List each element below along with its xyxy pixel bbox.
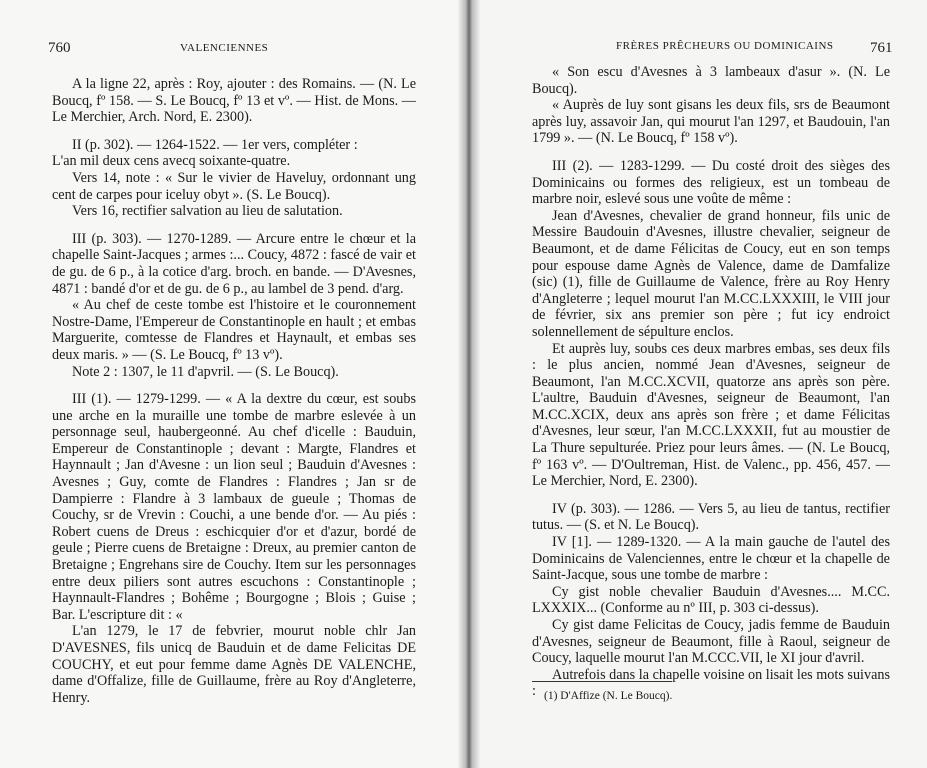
paragraph: « Au chef de ceste tombe est l'histoire et le couronnement Nostre-Dame, l'Empereur de Constantinople en hault ; et embas Marguerite, comtesse de Flandres et Haynault, et embas ses deux maris. » — (S. Le Boucq, fº 13 vº). [52,297,416,363]
book-gutter [458,0,480,768]
footnote-rule [532,681,672,682]
paragraph: Autrefois dans la chapelle voisine on lisait les mots suivans : [532,666,890,700]
paragraph: Vers 16, rectifier salvation au lieu de salutation. [72,203,343,220]
paragraph: III (2). — 1283-1299. — Du costé droit des sièges des Dominicains ou formes des religieux, est un tombeau de marbre noir, eslevé sous une voûte de même : [532,157,890,208]
right-page [466,0,927,768]
paragraph: A la ligne 22, après : Roy, ajouter : des Romains. — (N. Le Boucq, fº 158. — S. Le Boucq, fº 13 et vº. — Hist. de Mons. — Le Merchier, Arch. Nord, E. 2300). [52,76,416,126]
paragraph: L'an mil deux cens avecq soixante-quatre. [52,153,291,170]
paragraph: Cy gist noble chevalier Bauduin d'Avesnes.... M.CC. LXXXIX... (Conforme au nº III, p. 303 ci-dessus). [532,583,890,617]
paragraph: « Son escu d'Avesnes à 3 lambeaux d'asur ». (N. Le Boucq). [532,64,890,97]
left-page-number: 760 [48,40,71,56]
right-running-head: FRÈRES PRÊCHEURS OU DOMINICAINS [616,40,834,52]
right-page-number: 761 [870,40,893,56]
paragraph: IV [1]. — 1289-1320. — A la main gauche de l'autel des Dominicains de Valenciennes, entre le chœur et la chapelle de Saint-Jacque, sous une tombe de marbre : [532,534,890,584]
footnote: (1) D'Affize (N. Le Boucq). [544,690,673,702]
paragraph: Et auprès luy, soubs ces deux marbres embas, ses deux fils : le plus ancien, nommé Jean d'Avesnes, seigneur de Beaumont, l'an M.CC.XCVII, quatorze ans après son père. L'aultre, Bauduin d'Avesnes, seigneur de Beaumont, l'an M.CC.XCIX, deux ans après son frère ; et dame Félicitas d'Avesnes, leur sœur, l'an M.CC.LXXXII, fut au moustier de La Thure sepulturée. Priez pour leurs âmes. — (N. Le Boucq, fº 163 vº. — D'Oultreman, Hist. de Valenc., pp. 456, 457. — Le Merchier, Nord, E. 2300). [532,340,890,490]
paragraph: Cy gist dame Felicitas de Coucy, jadis femme de Bauduin d'Avesnes, seigneur de Beaumont, fille à Raoul, seigneur de Coucy, laquelle mourut l'an M.CCC.VII, le XI jour d'avril. [532,617,890,667]
paragraph: Jean d'Avesnes, chevalier de grand honneur, fils unic de Messire Baudouin d'Avesnes, illustre chevalier, seigneur de Beaumont, et de dame Félicitas de Coucy, eut en son temps pour espouse dame Agnès de Valence, dame de Damfalize (sic) (1), fille de Guillaume de Valence, frère au Roy Henry d'Angleterre ; lequel mourut l'an M.CC.LXXXIII, le VIII jour de février, six ans premier son père ; fut icy endroict solennellement de sépulture enclos. [532,207,890,340]
left-text-column [52,76,416,706]
paragraph: IV (p. 303). — 1286. — Vers 5, au lieu de tantus, rectifier tutus. — (S. et N. Le Boucq). [532,500,890,534]
paragraph: III (p. 303). — 1270-1289. — Arcure entre le chœur et la chapelle Saint-Jacques ; armes :... Coucy, 4872 : fascé de vair et de gu. de 6 p., à la cotice d'arg. broch. en bande. — D'Avesnes, 4871 : bandé d'or et de gu. de 6 p., au lambel de 3 pend. d'arg. [52,230,416,297]
paragraph: Note 2 : 1307, le 11 d'apvril. — (S. Le Boucq). [72,363,339,380]
paragraph: L'an 1279, le 17 de febvrier, mourut noble chlr Jan D'AVESNES, fils unicq de Bauduin et de dame Felicitas DE COUCHY, et eut pour femme dame Agnès DE VALENCHE, dame d'Offalize, fille de Guillaume, frère au Roy d'Angleterre, Henry. [52,623,416,706]
paragraph: III (1). — 1279-1299. — « A la dextre du cœur, est soubs une arche en la muraille une tombe de marbre eslevée à un personnage seul, haubergeonné. Au chef d'icelle : Bauduin, Empereur de Constantinople ; devant : Margte, Flandres et Haynnault ; Jan d'Avesne : un lion seul ; Bauduin d'Avesnes : Avesnes ; Guy, comte de Flandres : Flandres ; Jan sr de Dampierre : Flandre à 3 lambaux de gueule ; Thomas de Couchy, sr de Vrevin : Couchi, a une bende d'or. — Au piés : Robert cuens de Dreus : eschicquier d'or et d'azur, bordé de geule ; Pierre cuens de Bretaigne : Dreux, au premier canton de Bretaigne ; Engrehans sire de Couchy. Item sur les personnages entre deux piliers sont autres escuchons : Constantinople ; Haynnault-Flandres ; Bohême ; Bourgogne ; Blois ; Guise ; Bar. L'escripture dit : « [52,391,416,623]
right-text-column [532,64,890,700]
paragraph: « Auprès de luy sont gisans les deux fils, srs de Beaumont après luy, assavoir Jan, qui mourut l'an 1297, et Baudouin, l'an 1799 ». — (N. Le Boucq, fº 158 vº). [532,97,890,147]
paragraph: II (p. 302). — 1264-1522. — 1er vers, compléter : [72,136,358,153]
paragraph: Vers 14, note : « Sur le vivier de Haveluy, ordonnant ung cent de carpes pour iceluy obyt ». (S. Le Boucq). [52,169,416,203]
left-running-head: VALENCIENNES [180,42,269,54]
